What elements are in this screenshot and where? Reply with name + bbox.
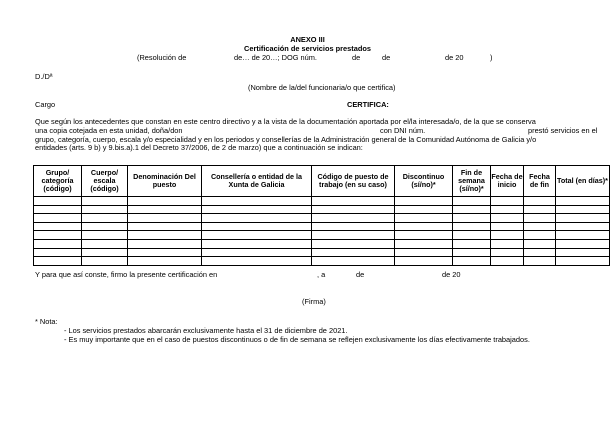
table-cell [556,257,610,266]
table-cell [34,239,82,248]
table-cell [128,197,202,206]
paragraph-line-2 [35,127,610,136]
signature-label: (Firma) [302,297,326,306]
table-row [34,197,610,206]
certification-paragraph [35,118,610,153]
closing-year: de 20 [442,270,461,279]
table-row [34,214,610,223]
table-cell [202,197,312,206]
table-cell [202,205,312,214]
table-cell [395,231,453,240]
table-cell [128,248,202,257]
paragraph-line-2-served: prestó servicios en el [528,125,598,135]
table-cell [128,231,202,240]
table-cell [524,239,556,248]
table-cell [524,205,556,214]
table-row [34,248,610,257]
paragraph-line-1: Que según los antecedentes que constan en este centro directivo y a la vista de la documentación aportada por el/la interesada/o, de la que se conserva [35,117,536,126]
resolution-open: (Resolución de [137,53,187,62]
resolution-de-2: de [382,53,391,62]
closing-de: de [356,270,365,279]
document-title: Certificación de servicios prestados [244,44,371,53]
table-cell [524,222,556,231]
table-cell [556,197,610,206]
table-cell [34,248,82,257]
annex-heading: ANEXO III [290,35,325,44]
table-cell [128,239,202,248]
header-fecha-fin: Fecha de fin [524,166,556,197]
official-label: D./Dª [35,72,53,81]
table-row [34,222,610,231]
notes-label: * Nota: [35,317,58,326]
table-cell [128,257,202,266]
table-cell [556,222,610,231]
table-cell [491,214,524,223]
table-cell [453,197,491,206]
table-cell [202,214,312,223]
table-cell [524,248,556,257]
header-total-dias: Total (en días)* [556,166,610,197]
table-cell [491,197,524,206]
table-cell [395,197,453,206]
resolution-close: ) [490,53,493,62]
table-cell [128,214,202,223]
table-cell [34,214,82,223]
table-cell [82,248,128,257]
table-cell [524,214,556,223]
resolution-date-dog: de… de 20…; DOG núm. [234,53,317,62]
header-denominacion: Denominación Del puesto [128,166,202,197]
table-cell [453,205,491,214]
table-cell [556,231,610,240]
table-cell [82,239,128,248]
table-cell [491,231,524,240]
table-cell [82,197,128,206]
paragraph-line-3: grupo, categoría, cuerpo, escala y/o especialidad y en los periodos y consellerías de la Administración general de la Comunidad Autónoma de Galicia y/o [35,134,537,144]
table-cell [202,231,312,240]
table-cell [524,231,556,240]
table-cell [82,222,128,231]
table-cell [453,257,491,266]
table-cell [312,248,395,257]
table-cell [312,222,395,231]
table-cell [34,197,82,206]
table-cell [128,222,202,231]
table-cell [395,248,453,257]
table-cell [453,231,491,240]
table-cell [524,197,556,206]
paragraph-line-2-dni: con DNI núm. [380,125,426,135]
table-cell [312,214,395,223]
header-fecha-inicio: Fecha de inicio [491,166,524,197]
table-cell [34,222,82,231]
table-cell [312,239,395,248]
paragraph-line-2-name: una copia cotejada en esta unidad, doña/don [35,125,183,135]
table-header-row [34,166,610,197]
table-cell [453,222,491,231]
table-cell [312,231,395,240]
table-cell [128,205,202,214]
official-name-hint: (Nombre de la/del funcionaria/o que certifica) [248,83,396,92]
table-cell [556,214,610,223]
table-cell [34,231,82,240]
table-cell [491,205,524,214]
resolution-de-1: de [352,53,361,62]
table-cell [202,257,312,266]
table-cell [453,239,491,248]
table-cell [395,222,453,231]
resolution-year: de 20 [445,53,464,62]
header-cuerpo-escala: Cuerpo/ escala (código) [82,166,128,197]
table-body [34,197,610,266]
header-grupo-categoria: Grupo/ categoría (código) [34,166,82,197]
table-row [34,205,610,214]
header-codigo-puesto: Código de puesto de trabajo (en su caso) [312,166,395,197]
table-cell [395,214,453,223]
closing-statement: Y para que así conste, firmo la presente certificación en [35,270,218,279]
table-cell [34,205,82,214]
table-cell [395,239,453,248]
table-cell [82,231,128,240]
certifica-heading: CERTIFICA: [347,100,389,109]
paragraph-line-4: entidades (arts. 9 b) y 9.bis.a).1 del Decreto 37/2006, de 2 de marzo) que a continuación se indican: [35,143,363,153]
table-cell [395,257,453,266]
table-cell [202,239,312,248]
services-table [33,165,610,266]
table-cell [202,222,312,231]
table-row [34,257,610,266]
table-cell [82,257,128,266]
table-cell [453,214,491,223]
table-cell [491,257,524,266]
table-cell [556,205,610,214]
table-cell [491,248,524,257]
closing-a: , a [317,270,326,279]
table-cell [491,222,524,231]
header-conselleria: Consellería o entidad de la Xunta de Galicia [202,166,312,197]
note-item: - Es muy importante que en el caso de puestos discontinuos o de fin de semana se reflejen exclusivamente los días efectivamente trabajados. [64,335,530,344]
table-cell [524,257,556,266]
header-discontinuo: Discontinuo (sí/no)* [395,166,453,197]
table-cell [82,214,128,223]
table-cell [202,248,312,257]
table-cell [395,205,453,214]
table-cell [82,205,128,214]
cargo-label: Cargo [35,100,56,109]
table-row [34,231,610,240]
table-cell [556,248,610,257]
table-cell [453,248,491,257]
table-cell [312,197,395,206]
table-cell [312,257,395,266]
table-row [34,239,610,248]
note-item: - Los servicios prestados abarcarán exclusivamente hasta el 31 de diciembre de 2021. [64,326,348,335]
table-cell [312,205,395,214]
table-cell [556,239,610,248]
header-fin-semana: Fin de semana (sí/no)* [453,166,491,197]
table-cell [34,257,82,266]
table-cell [491,239,524,248]
